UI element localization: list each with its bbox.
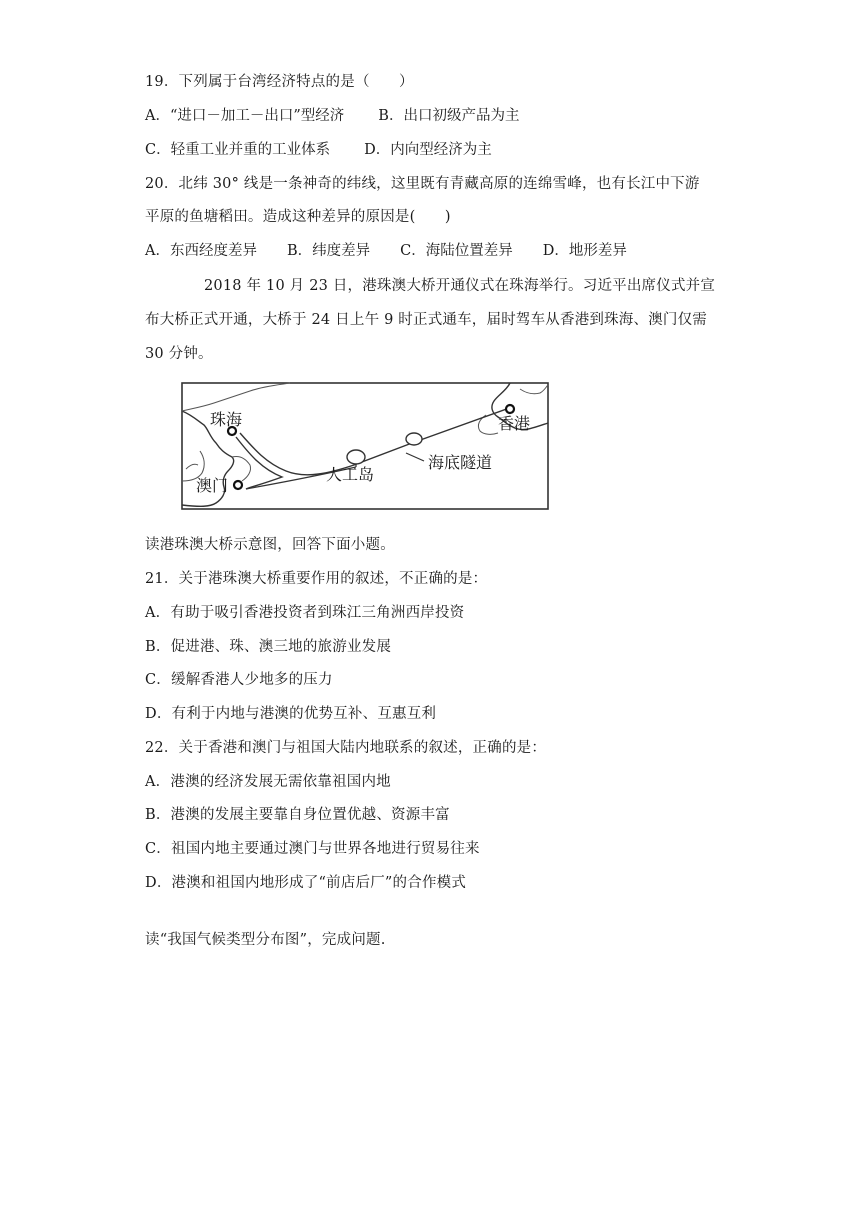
passage-line2: 布大桥正式开通，大桥于 24 日上午 9 时正式通车，届时驾车从香港到珠海、澳门仅需: [145, 312, 708, 328]
label-artificial-island: 人工岛: [326, 465, 375, 484]
q19-option-d: D．内向型经济为主: [364, 142, 492, 158]
label-macau: 澳门: [196, 476, 229, 495]
q21-stem: 21．关于港珠澳大桥重要作用的叙述，不正确的是：: [145, 571, 488, 587]
bridge-map: [180, 381, 552, 511]
q22-option-d: D．港澳和祖国内地形成了“前店后厂”的合作模式: [145, 875, 467, 891]
q19-options-row1: [145, 106, 519, 126]
q22-option-a: A．港澳的经济发展无需依靠祖国内地: [145, 774, 391, 790]
label-hongkong: 香港: [498, 414, 531, 433]
q20-options-row: [145, 241, 627, 261]
q21-option-a: A．有助于吸引香港投资者到珠江三角洲西岸投资: [145, 605, 465, 621]
q22-stem: 22．关于香港和澳门与祖国大陆内地联系的叙述，正确的是：: [145, 740, 547, 756]
artificial-island-marker: [347, 450, 365, 464]
q20-stem-line2: 平原的鱼塘稻田。造成这种差异的原因是( ): [145, 209, 451, 225]
q20-option-c: C．海陆位置差异: [400, 243, 513, 259]
q20-option-b: B．纬度差异: [286, 243, 371, 259]
q20-option-a: A．东西经度差异: [145, 243, 257, 259]
q19-option-c: C．轻重工业并重的工业体系: [145, 142, 331, 158]
q20-option-d: D．地形差异: [542, 243, 627, 259]
q22-option-b: B．港澳的发展主要靠自身位置优越、资源丰富: [145, 807, 450, 823]
passage-line3: 30 分钟。: [145, 346, 213, 362]
q21-option-c: C．缓解香港人少地多的压力: [145, 672, 333, 688]
hongkong-dot: [506, 405, 514, 413]
q20-stem-line1: 20．北纬 30° 线是一条神奇的纬线，这里既有青藏高原的连绵雪峰，也有长江中下游: [145, 176, 700, 192]
q19-options-row2: [145, 140, 492, 160]
undersea-tunnel-marker: [406, 433, 422, 445]
q22-option-c: C．祖国内地主要通过澳门与世界各地进行贸易往来: [145, 841, 480, 857]
q19-option-a: A．“进口－加工－出口”型经济: [145, 108, 345, 124]
label-undersea-tunnel: 海底隧道: [428, 453, 493, 472]
q21-option-b: B．促进港、珠、澳三地的旅游业发展: [145, 639, 392, 655]
q19-stem: 19．下列属于台湾经济特点的是（ ）: [145, 74, 414, 90]
macau-dot: [234, 481, 242, 489]
map-instruction: 读港珠澳大桥示意图，回答下面小题。: [145, 537, 395, 553]
climate-instruction: 读“我国气候类型分布图”，完成问题.: [145, 932, 386, 948]
label-zhuhai: 珠海: [210, 410, 243, 429]
q21-option-d: D．有利于内地与港澳的优势互补、互惠互利: [145, 706, 437, 722]
q19-option-b: B．出口初级产品为主: [378, 108, 520, 124]
passage-line1: 2018 年 10 月 23 日，港珠澳大桥开通仪式在珠海举行。习近平出席仪式并宣: [204, 278, 716, 294]
